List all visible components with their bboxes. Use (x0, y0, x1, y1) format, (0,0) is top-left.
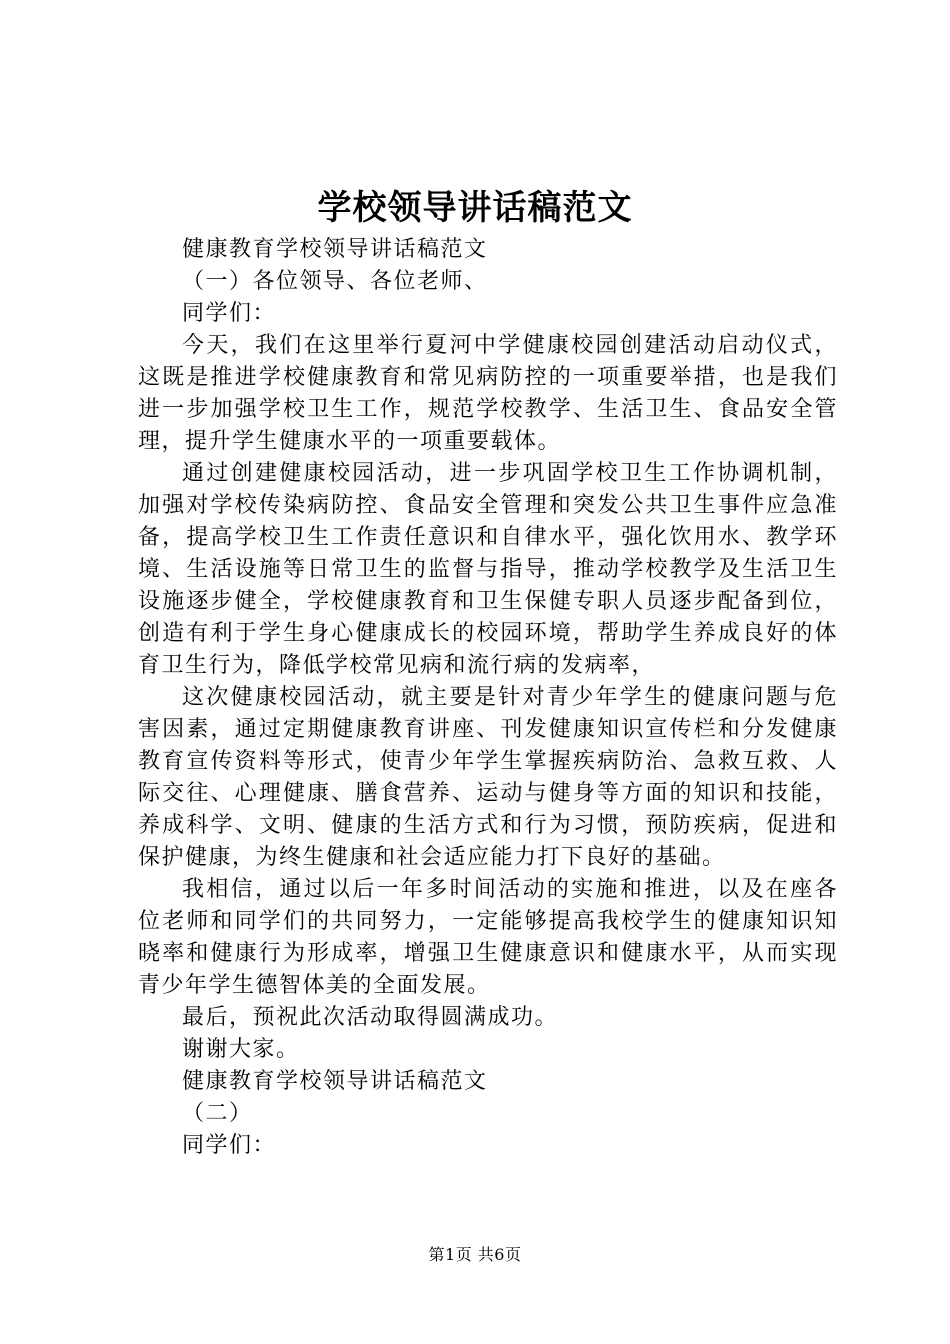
paragraph-body-1: 今天，我们在这里举行夏河中学健康校园创建活动启动仪式，这既是推进学校健康教育和常见病防控的一项重要举措，也是我们进一步加强学校卫生工作，规范学校教学、生活卫生、食品安全管理，提升学生健康水平的一项重要载体。 (138, 333, 838, 454)
paragraph-closing-wish: 最后，预祝此次活动取得圆满成功。 (182, 1005, 559, 1030)
document-title: 学校领导讲话稿范文 (317, 188, 633, 228)
document-body (138, 234, 838, 1162)
paragraph-subtitle-2: 健康教育学校领导讲话稿范文 (182, 1069, 488, 1094)
paragraph-section-2: （二） (182, 1101, 253, 1126)
paragraph-salutation-2: 同学们： (182, 1133, 277, 1158)
page-footer: 第1页 共6页 (428, 1245, 522, 1264)
paragraph-body-3: 这次健康校园活动，就主要是针对青少年学生的健康问题与危害因素，通过定期健康教育讲座、刊发健康知识宣传栏和分发健康教育宣传资料等形式，使青少年学生掌握疾病防治、急救互救、人际交往、心理健康、膳食营养、运动与健身等方面的知识和技能，养成科学、文明、健康的生活方式和行为习惯，预防疾病，促进和保护健康，为终生健康和社会适应能力打下良好的基础。 (138, 685, 838, 870)
paragraph-body-4: 我相信，通过以后一年多时间活动的实施和推进，以及在座各位老师和同学们的共同努力，一定能够提高我校学生的健康知识知晓率和健康行为形成率，增强卫生健康意识和健康水平，从而实现青少年学生德智体美的全面发展。 (138, 877, 838, 998)
paragraph-body-2: 通过创建健康校园活动，进一步巩固学校卫生工作协调机制，加强对学校传染病防控、食品安全管理和突发公共卫生事件应急准备，提高学校卫生工作责任意识和自律水平，强化饮用水、教学环境、生活设施等日常卫生的监督与指导，推动学校教学及生活卫生设施逐步健全，学校健康教育和卫生保健专职人员逐步配备到位，创造有利于学生身心健康成长的校园环境，帮助学生养成良好的体育卫生行为，降低学校常见病和流行病的发病率， (138, 461, 838, 678)
paragraph-section-1: （一）各位领导、各位老师、 (182, 269, 488, 294)
paragraph-subtitle-1: 健康教育学校领导讲话稿范文 (182, 237, 488, 262)
paragraph-thanks: 谢谢大家。 (182, 1037, 300, 1062)
paragraph-salutation-1: 同学们： (182, 301, 277, 326)
